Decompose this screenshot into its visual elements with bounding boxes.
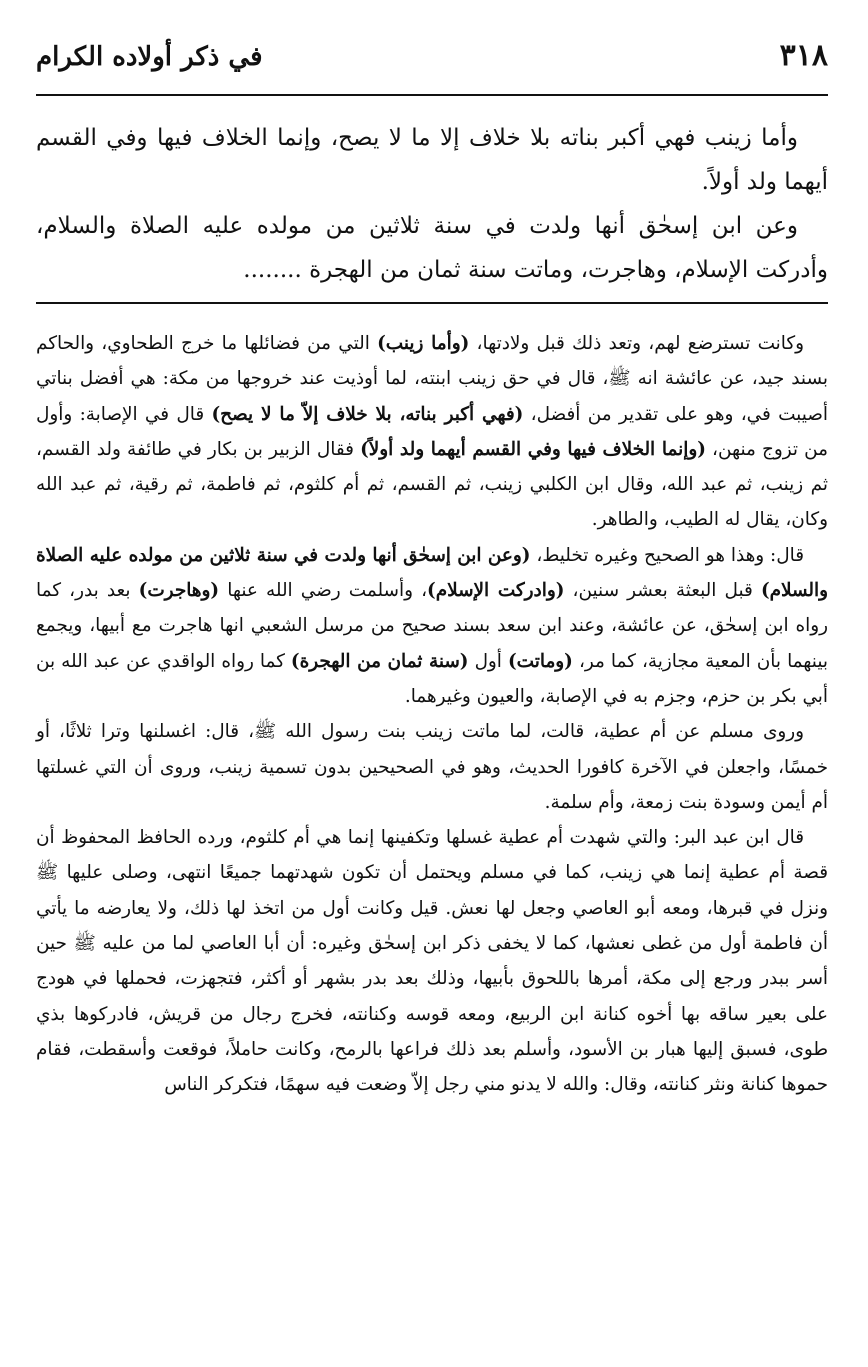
commentary-text: أول [468, 650, 508, 672]
commentary-text: قبل البعثة بعشر سنين، [564, 580, 761, 602]
page-number: ٣١٨ [779, 38, 828, 73]
main-text [36, 96, 828, 292]
commentary-paragraph-4: قال ابن عبد البر: والتي شهدت أم عطية غسلها وتكفينها إنما هي أم كلثوم، ورده الحافظ المحفوظ أن قصة أم عطية إنما هي زينب، كما في مسلم ويحتمل أن تكون شهدتهما جميعًا انتهى، وصلى عليها ﷺ ونزل في قبرها، ومعه أبو العاصي وجعل لها نعش. قيل وكانت أول من اتخذ لها ذلك، ولا يعارضه ما يأتي أن فاطمة أول من غطى نعشها، كما لا يخفى ذكر ابن إسحٰق وغيره: أن أبا العاصي لما من عليه ﷺ حين أسر ببدر ورجع إلى مكة، أمرها باللحوق بأبيها، وذلك بعد بدر بشهر أو أكثر، فتجهزت، فحملها في هودج على بعير ساقه بها أخوه كنانة ابن الربيع، ومعه قوسه وكنانته، فخرج رجال من قريش، فادركوها بذي طوى، فسبق إليها هبار بن الأسود، وأسلم بعد ذلك فراعها بالرمح، وكانت حاملاً، فوقعت وأسقطت، فقام حموها كنانة ونثر كنانته، وقال: والله لا يدنو مني رجل إلاّ وضعت فيه سهمًا، فتكركر الناس [36, 827, 828, 1096]
quoted-main-text: (فهي أكبر بناته، بلا خلاف إلاّ ما لا يصح) [211, 403, 524, 425]
commentary-text: فقال الزبير بن بكار في طائفة ولد القسم، ثم زينب، ثم عبد الله، وقال ابن الكلبي زينب، ثم القسم، ثم أم كلثوم، ثم فاطمة، ثم رقية، ثم عبد الله وكان، يقال له الطيب، والطاهر. [36, 438, 828, 531]
commentary-text: بعد بدر، كما رواه ابن إسحٰق، عن عائشة، وعند ابن سعد بسند صحيح من مرسل الشعبي انها هاجرت مع أبيها، ويجمع بينهما بأن المعية مجازية، كما مر، [36, 580, 829, 672]
commentary-paragraph-2 [36, 538, 828, 714]
quoted-main-text: (وهاجرت) [138, 580, 220, 602]
main-text-paragraph-2: وعن ابن إسحٰق أنها ولدت في سنة ثلاثين من مولده عليه الصلاة والسلام، وأدركت الإسلام، وهاجرت، وماتت سنة ثمان من الهجرة ........ [36, 213, 828, 283]
quoted-main-text: (وماتت) [507, 650, 573, 672]
commentary-paragraph-3: وروى مسلم عن أم عطية، قالت، لما ماتت زينب بنت رسول الله ﷺ، قال: اغسلنها وترا ثلاثًا، أو خمسًا، واجعلن في الآخرة كافورا الحديث، وهو في الصحيحين بدون تسمية زينب، وروى أن التي غسلتها أم أيمن وسودة بنت زمعة، وأم سلمة. [36, 721, 828, 813]
commentary-text: قال في الإصابة: وأول من تزوج منهن، [36, 403, 829, 460]
commentary-text: وكانت تسترضع لهم، وتعد ذلك قبل ولادتها، [469, 333, 805, 354]
quoted-main-text: (سنة ثمان من الهجرة) [290, 650, 469, 672]
quoted-main-text: (وادركت الإسلام) [427, 580, 565, 602]
main-text-paragraph-1: وأما زينب فهي أكبر بناته بلا خلاف إلا ما لا يصح، وإنما الخلاف فيها وفي القسم أيهما ولد أولاً. [36, 125, 828, 195]
page-header [36, 38, 828, 86]
commentary-text: قال: وهذا هو الصحيح وغيره تخليط، [530, 544, 804, 566]
quoted-main-text: (وعن ابن إسحٰق أنها ولدت في سنة ثلاثين من مولده عليه الصلاة والسلام) [36, 544, 829, 602]
quoted-main-text: (وأما زينب) [377, 333, 470, 354]
commentary-text: التي من فضائلها ما خرج الطحاوي، والحاكم بسند جيد، عن عائشة انه ﷺ، قال في حق زينب ابنته، لما أوذيت عند خروجها من مكة: هي أفضل بناتي أصيبت في، وهو على تقدير من أفضل، [36, 333, 828, 425]
running-title: في ذكر أولاده الكرام [36, 42, 263, 72]
commentary-paragraph-1 [36, 326, 828, 538]
commentary-text: ، وأسلمت رضي الله عنها [219, 580, 428, 602]
commentary-text: كما رواه الواقدي عن عبد الله بن أبي بكر بن حزم، وجزم به في الإصابة، والعيون وغيرهما. [36, 650, 828, 707]
quoted-main-text: (وإنما الخلاف فيها وفي القسم أيهما ولد أولاً) [360, 438, 706, 460]
commentary [36, 304, 828, 1103]
